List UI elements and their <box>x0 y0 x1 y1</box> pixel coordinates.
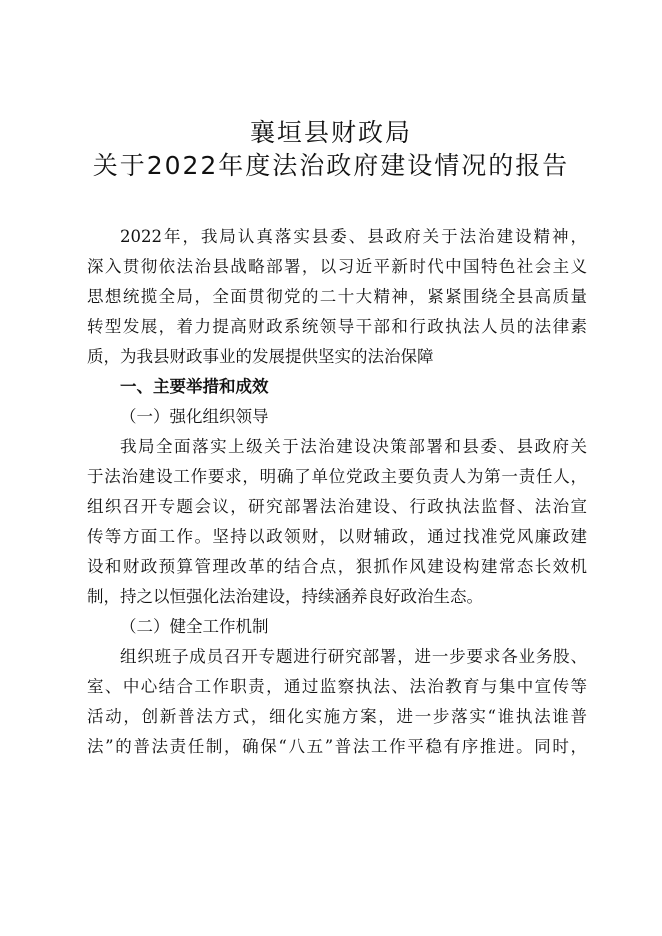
paragraph-line: 组织班子成员召开专题进行研究部署，进一步要求各业务股、 <box>120 647 587 666</box>
document-title <box>0 116 662 182</box>
paragraph-line: 传等方面工作。坚持以政领财，以财辅政，通过找准党风廉政建 <box>87 527 587 546</box>
title-line-1: 襄垣县财政局 <box>249 118 412 147</box>
paragraph-line: 制，持之以恒强化法治建设，持续涵养良好政治生态。 <box>87 587 483 606</box>
intro-line: 转型发展，着力提高财政系统领导干部和行政执法人员的法律素 <box>87 317 587 336</box>
document-body <box>87 222 587 762</box>
intro-paragraph <box>87 222 587 372</box>
paragraph-line: 设和财政预算管理改革的结合点，狠抓作风建设构建常态长效机 <box>87 557 587 576</box>
intro-line: 2022年，我局认真落实县委、县政府关于法治建设精神， <box>120 227 587 246</box>
section-heading: 一、主要举措和成效 <box>120 377 269 396</box>
title-line-2: 关于2022年度法治政府建设情况的报告 <box>92 151 570 180</box>
paragraph-line: 活动，创新普法方式，细化实施方案，进一步落实“谁执法谁普 <box>87 707 587 726</box>
subsection-1-paragraph <box>87 432 587 612</box>
paragraph-line: 组织召开专题会议，研究部署法治建设、行政执法监督、法治宣 <box>87 497 587 516</box>
subsection-heading: （二）健全工作机制 <box>120 617 269 636</box>
subsection-heading: （一）强化组织领导 <box>120 407 269 426</box>
paragraph-line: 我局全面落实上级关于法治建设决策部署和县委、县政府关 <box>120 437 587 456</box>
intro-line: 思想统揽全局，全面贯彻党的二十大精神，紧紧围绕全县高质量 <box>87 287 587 306</box>
paragraph-line: 法”的普法责任制，确保“八五”普法工作平稳有序推进。同时， <box>87 737 587 756</box>
intro-line: 质，为我县财政事业的发展提供坚实的法治保障 <box>87 347 434 366</box>
paragraph-line: 于法治建设工作要求，明确了单位党政主要负责人为第一责任人， <box>87 467 587 486</box>
paragraph-line: 室、中心结合工作职责，通过监察执法、法治教育与集中宣传等 <box>87 677 587 696</box>
subsection-2-paragraph <box>87 642 587 762</box>
intro-line: 深入贯彻依法治县战略部署，以习近平新时代中国特色社会主义 <box>87 257 587 276</box>
